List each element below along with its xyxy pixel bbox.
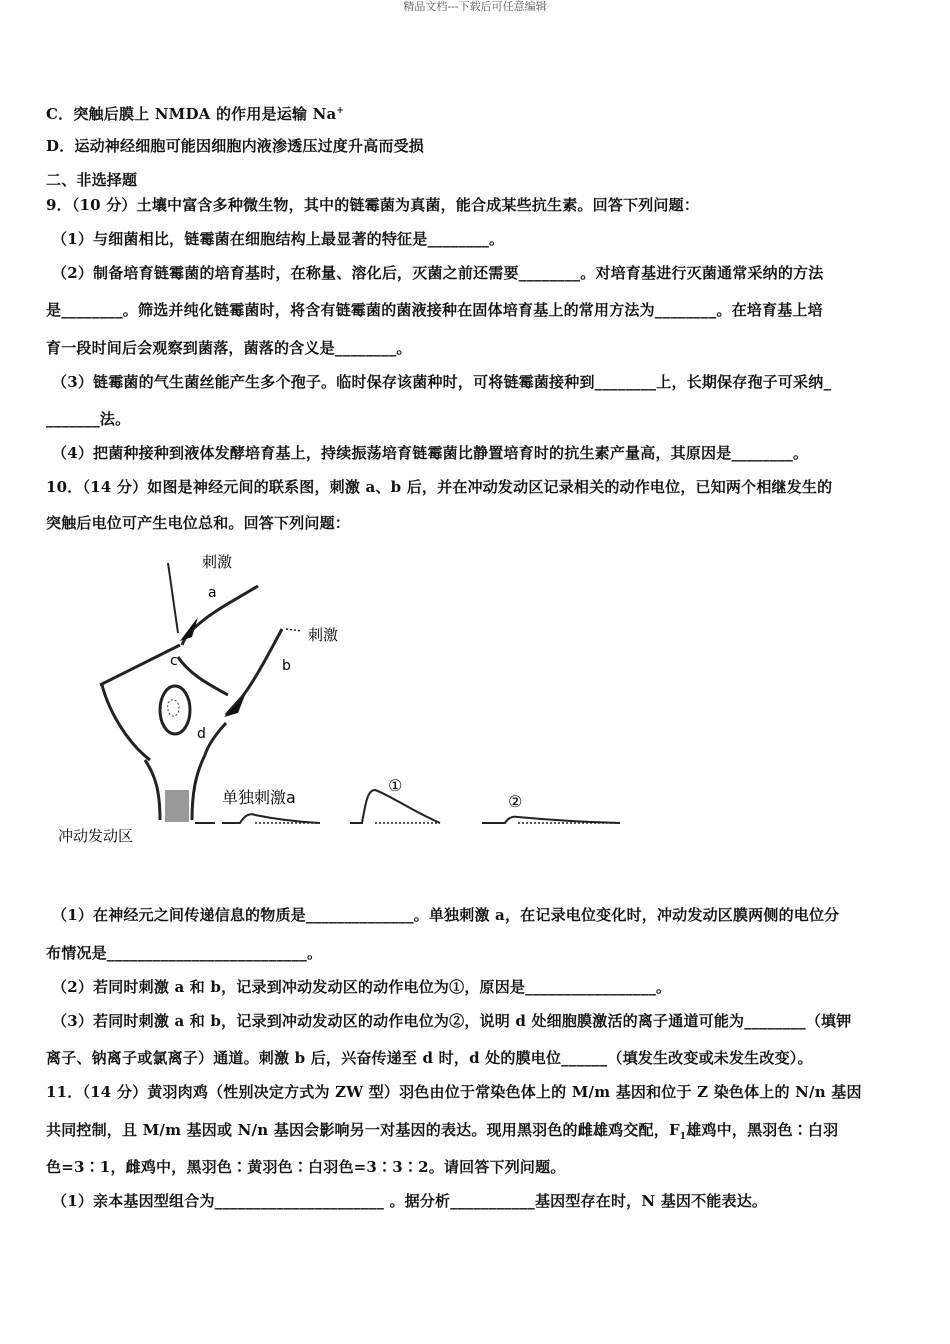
label-stimulus-1: 刺激 [202, 553, 233, 571]
label-stimulus-2: 刺激 [308, 626, 339, 644]
q9-part2-line2: 是________。筛选并纯化链霉菌时，将含有链霉菌的菌液接种在固体培育基上的常用方法为________。在培育基上培 [46, 301, 823, 319]
label-trace-1: ① [388, 776, 403, 795]
q10-part1-line1: （1）在神经元之间传递信息的物质是______________。单独刺激 a，在记录电位变化时，冲动发动区膜两侧的电位分 [52, 906, 840, 924]
q9-part2-line3: 育一段时间后会观察到菌落，菌落的含义是________。 [46, 339, 412, 357]
q10-part2: （2）若同时刺激 a 和 b，记录到冲动发动区的动作电位为①，原因是_________________。 [52, 978, 672, 996]
stim-arrow-b [286, 629, 302, 631]
section-heading: 二、非选择题 [46, 171, 138, 189]
label-d: d [197, 726, 206, 742]
question-11: 11．（14 分）黄羽肉鸡（性别决定方式为 ZW 型）羽色由位于常染色体上的 M/m 基因和位于 Z 染色体上的 N/n 基因 [46, 1083, 862, 1101]
q9-part2-line1: （2）制备培育链霉菌的培育基时，在称量、溶化后，灭菌之前还需要________。对培育基进行灭菌通常采纳的方法 [52, 264, 824, 282]
soma-outline [100, 645, 228, 760]
option-c: C．突触后膜上 NMDA 的作用是运输 Na+ [46, 105, 345, 123]
label-trace-2: ② [508, 792, 523, 811]
question-10: 10．（14 分）如图是神经元间的联系图，刺激 a、b 后，并在冲动发动区记录相关的动作电位，已知两个相继发生的 [46, 478, 833, 496]
axon-b [226, 629, 282, 715]
q10-part3-line1: （3）若同时刺激 a 和 b，记录到冲动发动区的动作电位为②，说明 d 处细胞膜激活的离子通道可能为________（填钾 [52, 1012, 852, 1030]
q9-part3-line2: _______法。 [46, 410, 131, 428]
label-single-stimulus: 单独刺激a [222, 788, 296, 807]
question-10-cont: 突触后电位可产生电位总和。回答下列问题： [46, 514, 351, 532]
neuron-diagram [50, 545, 650, 855]
q10-part3-line2: 离子、钠离子或氯离子）通道。刺激 b 后，兴奋传递至 d 时，d 处的膜电位______（填发生改变或未发生改变）。 [46, 1049, 813, 1067]
trigger-zone [165, 790, 189, 822]
question-11-cont1: 共同控制，且 M/m 基因或 N/n 基因会影响另一对基因的表达。现用黑羽色的雌雄鸡交配，$F_1$雄鸡中，黑羽色∶白羽 [46, 1121, 839, 1142]
label-a: a [208, 585, 217, 601]
question-9: 9．（10 分）土壤中富含多种微生物，其中的链霉菌为真菌，能合成某些抗生素。回答下列问题： [46, 196, 700, 214]
q11-part1: （1）亲本基因型组合为______________________ 。据分析___________基因型存在时，N 基因不能表达。 [52, 1192, 768, 1210]
trace-2 [482, 817, 620, 823]
option-d: D．运动神经细胞可能因细胞内液渗透压过度升高而受损 [46, 137, 425, 155]
q9-part3-line1: （3）链霉菌的气生菌丝能产生多个孢子。临时保存该菌种时，可将链霉菌接种到________上，长期保存孢子可采纳_ [52, 373, 832, 391]
dendrite [168, 563, 178, 633]
q9-part4: （4）把菌种接种到液体发酵培育基上，持续振荡培育链霉菌比静置培育时的抗生素产量高，其原因是________。 [52, 444, 809, 462]
label-trigger-zone: 冲动发动区 [58, 827, 134, 845]
q9-part1: （1）与细菌相比，链霉菌在细胞结构上最显著的特征是________。 [52, 230, 505, 248]
page-header: 精品文档---下载后可任意编辑 [403, 0, 547, 13]
question-11-cont2: 色=3∶1，雌鸡中，黑羽色∶黄羽色∶白羽色=3∶3∶2。请回答下列问题。 [46, 1158, 566, 1176]
trace-single-a [222, 814, 320, 823]
nucleus [160, 686, 190, 734]
nucleolus [168, 700, 179, 716]
axon-a [182, 586, 258, 645]
label-c: c [170, 653, 178, 669]
label-b: b [282, 658, 291, 674]
q10-part1-line2: 布情况是__________________________。 [46, 944, 323, 962]
